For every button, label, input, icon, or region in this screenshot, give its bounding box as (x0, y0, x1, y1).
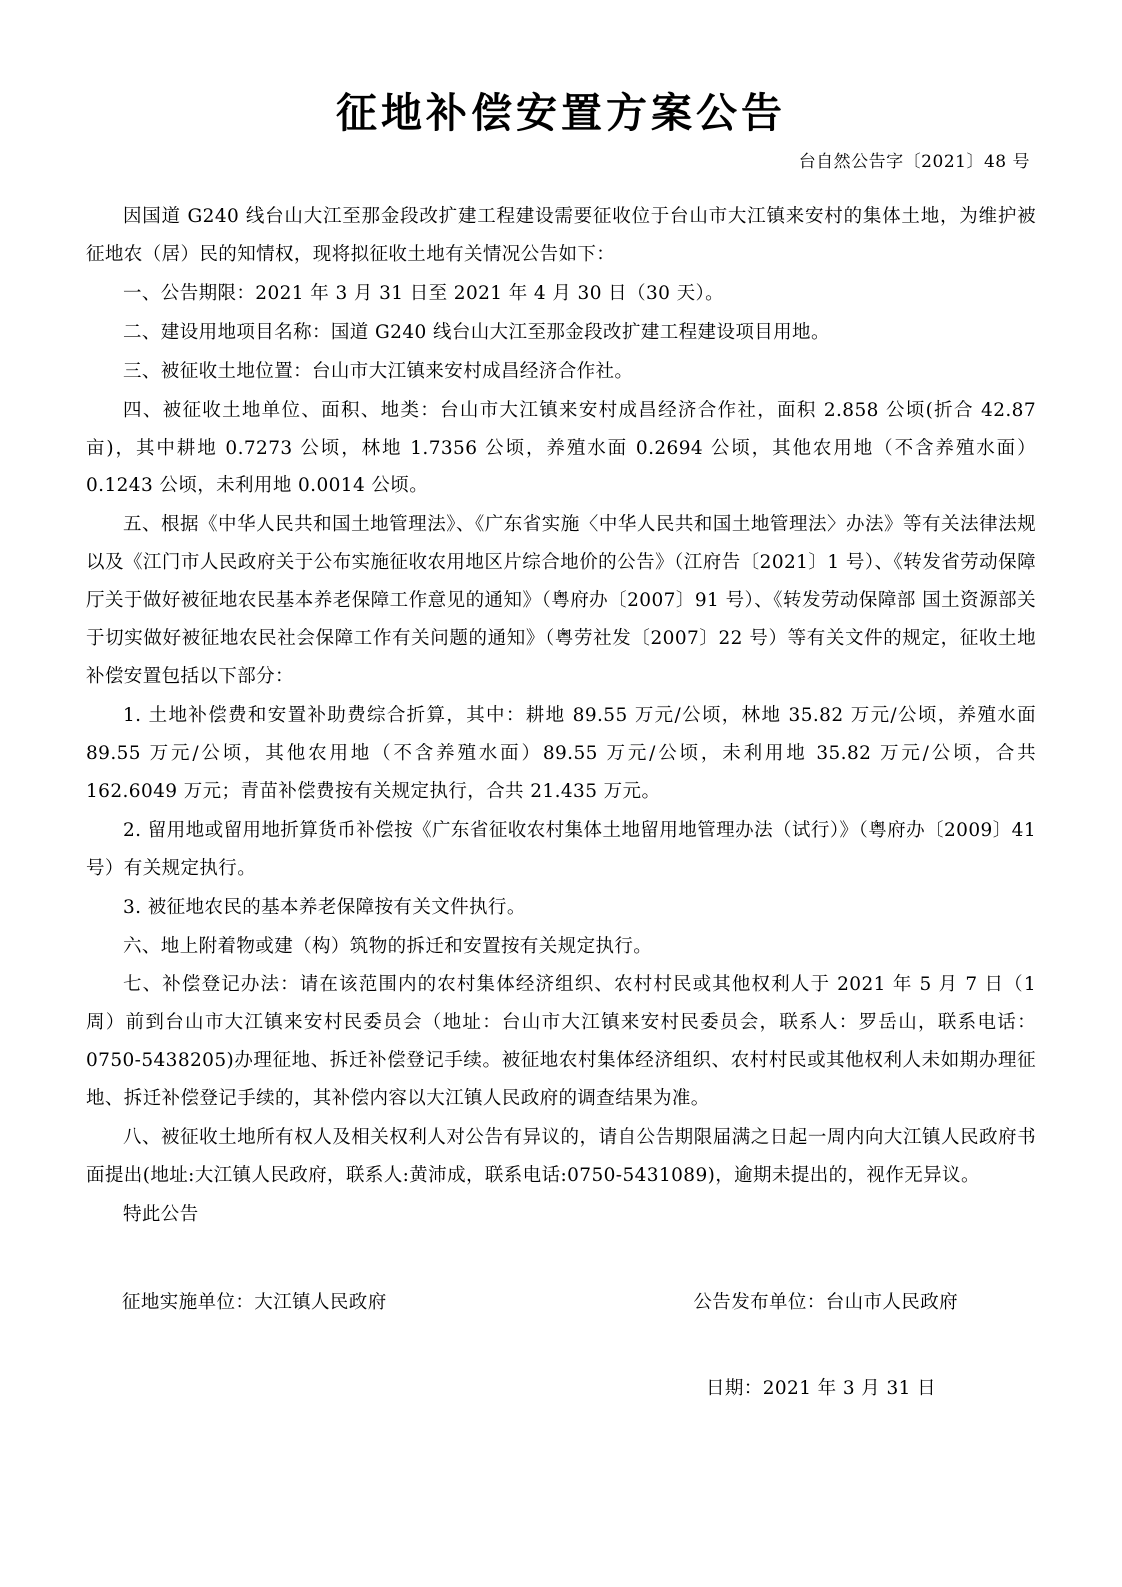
paragraph-closing: 特此公告 (123, 1203, 199, 1225)
document-number: 台自然公告字〔2021〕48 号 (798, 152, 1030, 172)
page-title: 征地补偿安置方案公告 (336, 89, 786, 137)
implementing-unit: 征地实施单位：大江镇人民政府 (122, 1291, 387, 1313)
paragraph-item-2: 二、建设用地项目名称：国道 G240 线台山大江至那金段改扩建工程建设项目用地。 (123, 321, 830, 343)
signature-row (86, 1288, 1036, 1314)
paragraph-item-7: 七、补偿登记办法：请在该范围内的农村集体经济组织、农村村民或其他权利人于 2021 年 5 月 7 日（1 周）前到台山市大江镇来安村民委员会（地址：台山市大江镇来安村民委员会，联系人：罗岳山，联系电话：0750-5438205)办理征地、拆迁补偿登记手续。被征地农村集体经济组织、农村村民或其他权利人未如期办理征地、拆迁补偿登记手续的，其补偿内容以大江镇人民政府的调查结果为准。 (86, 974, 1036, 1110)
paragraph-item-5: 五、根据《中华人民共和国土地管理法》、《广东省实施〈中华人民共和国土地管理法〉办法》等有关法律法规以及《江门市人民政府关于公布实施征收农用地区片综合地价的公告》（江府告〔2021〕1 号）、《转发省劳动保障厅关于做好被征地农民基本养老保障工作意见的通知》（粤府办〔2007〕91 号）、《转发劳动保障部 国土资源部关于切实做好被征地农民社会保障工作有关问题的通知》（粤劳社发〔2007〕22 号）等有关文件的规定，征收土地补偿安置包括以下部分： (86, 514, 1036, 688)
issue-date: 日期：2021 年 3 月 31 日 (706, 1377, 936, 1399)
issuing-unit: 公告发布单位：台山市人民政府 (693, 1291, 958, 1313)
paragraph-item-3: 三、被征收土地位置：台山市大江镇来安村成昌经济合作社。 (123, 360, 634, 382)
paragraph-sub-1: 1. 土地补偿费和安置补助费综合折算，其中：耕地 89.55 万元/公顷，林地 35.82 万元/公顷，养殖水面 89.55 万元/公顷，其他农用地（不含养殖水面）89.55 万元/公顷，未利用地 35.82 万元/公顷，合共 162.6049 万元；青苗补偿费按有关规定执行，合共 21.435 万元。 (86, 704, 1036, 802)
paragraph-item-6: 六、地上附着物或建（构）筑物的拆迁和安置按有关规定执行。 (123, 935, 653, 957)
paragraph-intro: 因国道 G240 线台山大江至那金段改扩建工程建设需要征收位于台山市大江镇来安村的集体土地，为维护被征地农（居）民的知情权，现将拟征收土地有关情况公告如下： (86, 206, 1036, 265)
paragraph-item-4: 四、被征收土地单位、面积、地类：台山市大江镇来安村成昌经济合作社，面积 2.858 公顷(折合 42.87 亩)，其中耕地 0.7273 公顷，林地 1.7356 公顷，养殖水面 0.2694 公顷，其他农用地（不含养殖水面）0.1243 公顷，未利用地 0.0014 公顷。 (86, 399, 1036, 497)
paragraph-sub-2: 2. 留用地或留用地折算货币补偿按《广东省征收农村集体土地留用地管理办法（试行）》（粤府办〔2009〕41 号）有关规定执行。 (86, 819, 1036, 879)
paragraph-sub-3: 3. 被征地农民的基本养老保障按有关文件执行。 (123, 896, 526, 918)
paragraph-item-1: 一、公告期限：2021 年 3 月 31 日至 2021 年 4 月 30 日（30 天）。 (123, 282, 725, 304)
paragraph-item-8: 八、被征收土地所有权人及相关权利人对公告有异议的，请自公告期限届满之日起一周内向大江镇人民政府书面提出(地址:大江镇人民政府，联系人:黄沛成，联系电话:0750-5431089)，逾期未提出的，视作无异议。 (86, 1127, 1036, 1187)
